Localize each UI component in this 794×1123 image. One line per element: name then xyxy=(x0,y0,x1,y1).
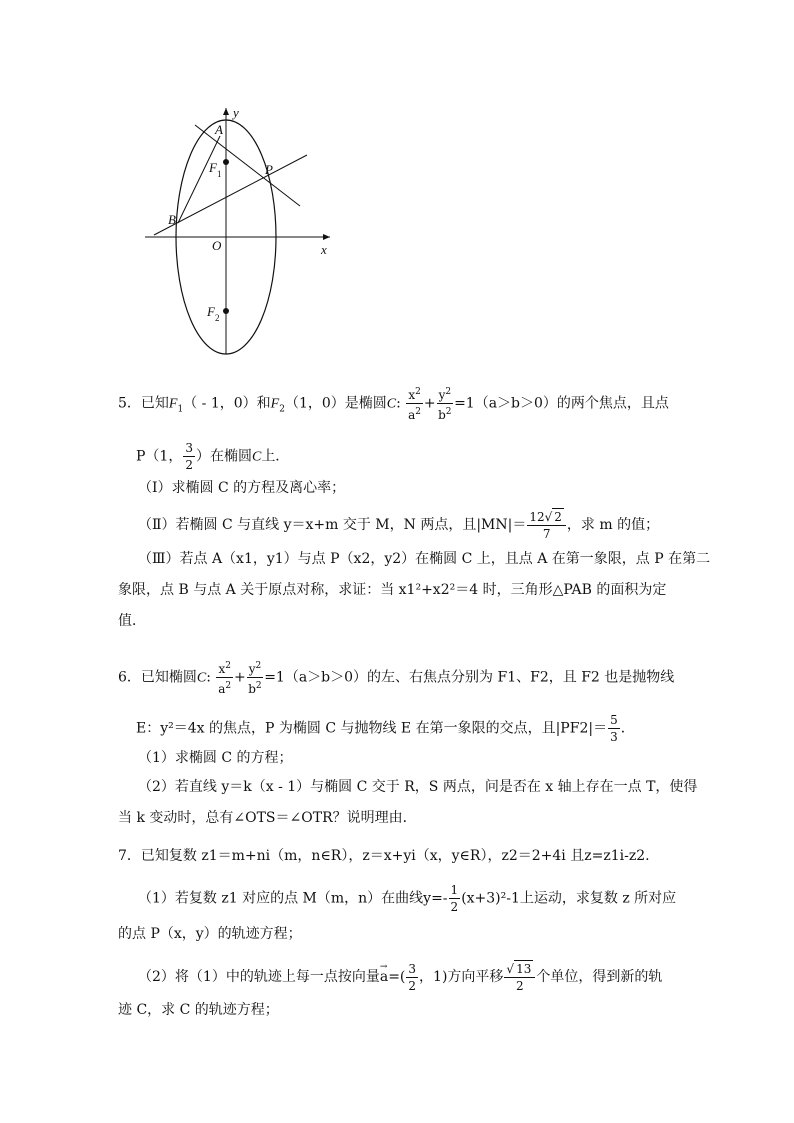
q7-part2-l2: 迹 C，求 C 的轨迹方程； xyxy=(118,1002,279,1018)
label-b: B xyxy=(168,212,176,227)
label-p: P xyxy=(265,162,273,177)
ellipse-diagram xyxy=(140,100,340,360)
ellipse-figure xyxy=(140,100,340,360)
frac-x2-a2-q6: $\frac{x^2}{a^2}$ xyxy=(216,658,233,697)
label-f1: F xyxy=(209,160,217,175)
q7-part1-l2: 的点 P（x，y）的轨迹方程； xyxy=(118,926,302,942)
q7-part2-l1: （2）将（1）中的轨迹上每一点按向量→ a=( $\frac{3}{2}$ ，1)方向平移 $\frac{√ 13}{2}$ 个单位，得到新的轨 xyxy=(138,960,662,994)
focus-f1 xyxy=(223,159,229,165)
y-axis-arrow xyxy=(223,108,229,115)
label-a: A xyxy=(215,122,223,137)
q5-line2: P（1， $\frac{3}{2}$ ）在椭圆C上． xyxy=(136,441,290,472)
frac-x2-a2: $\frac{x^2}{a^2}$ xyxy=(406,384,423,423)
label-f2-sub: 2 xyxy=(215,313,220,323)
focus-f2 xyxy=(223,308,229,314)
q6-part2-l2: 当 k 变动时，总有∠OTS＝∠OTR？说明理由． xyxy=(118,810,417,826)
q5-part3-l1: （Ⅲ）若点 A（x1，y1）与点 P（x2，y2）在椭圆 C 上，且点 A 在第一象限，点 P 在第二 xyxy=(138,551,711,567)
frac-12sqrt2-7: $\frac{12√ 2}{7}$ xyxy=(527,508,566,542)
q7-line1: 7．已知复数 z1＝m+ni（m，n∈R），z＝x+yi（x，y∈R），z2＝2+4i 且z=z1i-z2. xyxy=(118,848,650,864)
frac-y2-b2: $\frac{y^2}{b^2}$ xyxy=(437,384,454,423)
q5-part1: （Ⅰ）求椭圆 C 的方程及离心率； xyxy=(138,480,346,496)
line-ab xyxy=(178,136,220,223)
q7-number: 7． xyxy=(118,848,141,864)
frac-sqrt13-2: $\frac{√ 13}{2}$ xyxy=(504,960,535,994)
label-o: O xyxy=(212,238,222,253)
q7-part1-l1: （1）若复数 z1 对应的点 M（m，n）在曲线y=- $\frac{1}{2}$ (x+3)²-1上运动，求复数 z 所对应 xyxy=(138,883,677,914)
label-f2: F xyxy=(207,304,215,319)
q6-part1: （1）求椭圆 C 的方程； xyxy=(138,750,293,766)
q5-part3-l2: 象限，点 B 与点 A 关于原点对称，求证：当 x1²+x2²＝4 时，三角形△PAB 的面积为定 xyxy=(118,582,667,598)
frac-5-3: $\frac{5}{3}$ xyxy=(610,713,618,744)
q5-line1: 5．已知$F_1( - 1$，0）和$F_2(1$，0）是椭圆C: $\frac{x^2}{a^2}$ + $\frac{y^2}{b^2}$ =1（a＞b＞0）的两个焦点，且点 xyxy=(118,384,669,423)
label-x: x xyxy=(321,242,327,257)
label-y: y xyxy=(233,105,239,120)
q5-part3-l3: 值． xyxy=(118,613,146,629)
frac-1-2: $\frac{1}{2}$ xyxy=(450,883,459,914)
frac-y2-b2-q6: $\frac{y^2}{b^2}$ xyxy=(247,658,264,697)
line-bp xyxy=(154,155,307,235)
q6-line2: E：y²＝4x 的焦点，P 为椭圆 C 与抛物线 E 在第一象限的交点，且|PF2|＝ $\frac{5}{3}$ ． xyxy=(136,713,635,744)
frac-3-2-vec: $\frac{3}{2}$ xyxy=(408,961,417,993)
frac-3-2: $\frac{3}{2}$ xyxy=(185,441,193,472)
q5-number: 5． xyxy=(118,395,141,412)
label-f1-sub: 1 xyxy=(217,169,222,179)
q6-part2-l1: （2）若直线 y＝k（x - 1）与椭圆 C 交于 R，S 两点，问是否在 x 轴上存在一点 T，使得 xyxy=(138,779,698,795)
x-axis-arrow xyxy=(323,234,330,240)
q5-part2: （Ⅱ）若椭圆 C 与直线 y＝x+m 交于 M，N 两点，且|MN|＝ $\frac{12√ 2}{7}$ ，求 m 的值； xyxy=(138,510,660,541)
q6-line1: 6．已知椭圆C: $\frac{x^2}{a^2}$ + $\frac{y^2}{b^2}$ =1（a＞b＞0）的左、右焦点分别为 F1、F2，且 F2 也是抛物线 xyxy=(118,658,674,697)
q6-number: 6． xyxy=(118,669,141,686)
